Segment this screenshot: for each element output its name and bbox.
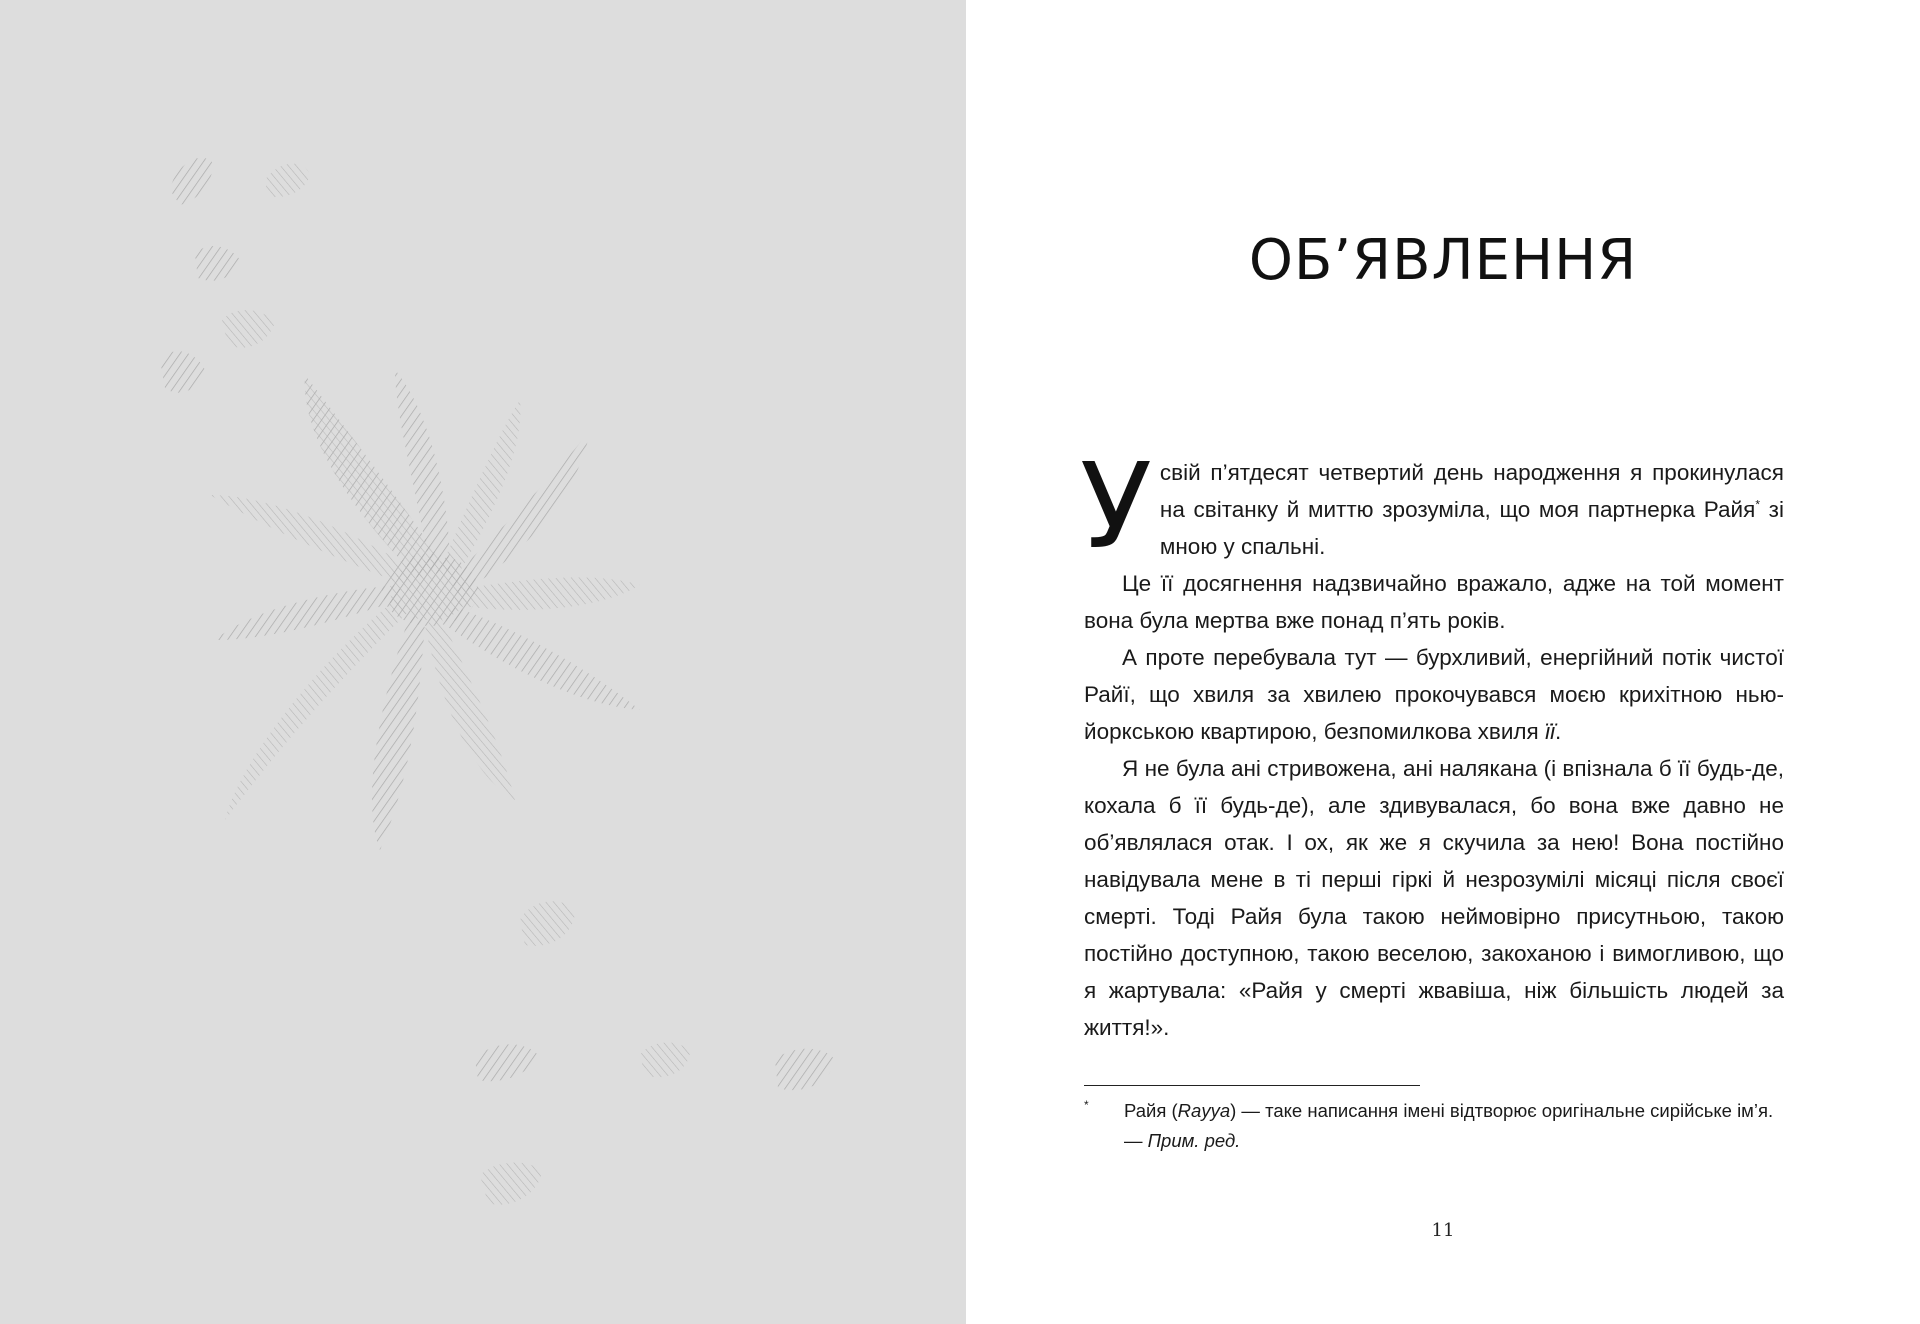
chapter-title: ОБ’ЯВЛЕННЯ bbox=[1248, 228, 1638, 293]
scribble-blob bbox=[160, 351, 205, 392]
scribble-blob bbox=[475, 1044, 538, 1081]
footnote-mark: * bbox=[1084, 1098, 1089, 1112]
scribble-blob bbox=[195, 246, 240, 281]
footnote-text bbox=[1124, 1096, 1784, 1156]
scribble-blob bbox=[640, 1043, 690, 1078]
paragraph-4: Я не була ані стривожена, ані налякана (і впізнала б її будь-де, кохала б її будь-де), але здивувалася, бо вона вже давно не об’являлася отак. І ох, як же я скучила за нею! Вона постійно навідувала мене в ті перші гіркі й незрозумілі місяці після своєї смерті. Тоді Райя була такою неймовірно присутньою, такою постійно доступною, такою веселою, закоханою і вимогливою, що я жартувала: «Райя у смерті жвавіша, ніж більшість людей за життя!». bbox=[1084, 756, 1784, 1040]
right-page bbox=[966, 0, 1920, 1324]
flower-center bbox=[390, 560, 470, 620]
paragraph-1 bbox=[1080, 437, 1784, 575]
paragraph-3-text: А проте перебувала тут — бурхливий, енергійний потік чистої Райї, що хвиля за хвилею прокочувався моєю крихітною нью-йоркською квартирою, безпомилкова хвиля bbox=[1084, 645, 1784, 744]
scribble-blob bbox=[480, 1163, 542, 1205]
paragraph-3-italic: її bbox=[1545, 719, 1555, 744]
footnote-editor-note: Прим. ред. bbox=[1147, 1130, 1241, 1151]
footnote-text-start: Райя ( bbox=[1124, 1100, 1178, 1121]
scribble-blob bbox=[775, 1049, 835, 1090]
paragraph-1-continuation: зі мною у спальні. bbox=[1159, 497, 1784, 559]
paragraph-3 bbox=[1084, 639, 1784, 750]
petal bbox=[372, 615, 425, 850]
drop-cap: У bbox=[1080, 437, 1152, 575]
footnote-divider bbox=[1084, 1085, 1420, 1086]
body-text bbox=[1080, 437, 1784, 1046]
petal bbox=[455, 577, 640, 609]
footnote-italic-name: Rayya bbox=[1177, 1100, 1231, 1121]
paragraph-3-end: . bbox=[1555, 719, 1562, 744]
flower-center-petals bbox=[210, 370, 640, 850]
scribble-blob bbox=[265, 164, 310, 197]
page-number: 11 bbox=[1431, 1220, 1455, 1241]
scribble-blob bbox=[170, 158, 212, 205]
scribble-blob bbox=[222, 310, 275, 348]
footnote-text-middle: ) — таке написання імені відтворює оригінальне сирійське ім’я. — bbox=[1124, 1100, 1774, 1151]
paragraph-1-text: свій п’ятдесят четвертий день народження я прокинулася на світанку й миттю зрозуміла, що моя партнерка Райя bbox=[1159, 460, 1784, 522]
scribble-blob bbox=[520, 901, 575, 946]
scattered-scribbles bbox=[160, 158, 835, 1205]
paragraph-2: Це її досягнення надзвичайно вражало, адже на той момент вона була мертва вже понад п’ять років. bbox=[1084, 571, 1784, 633]
footnote bbox=[1084, 1096, 1784, 1156]
footnote-ref: * bbox=[1755, 497, 1760, 512]
